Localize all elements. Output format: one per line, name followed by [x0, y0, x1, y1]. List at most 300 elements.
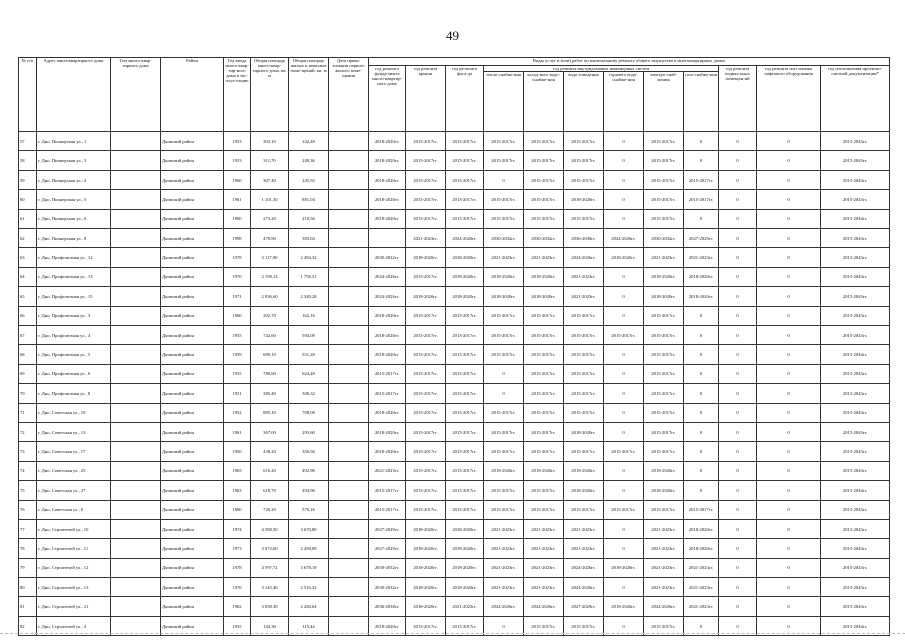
row-year: 1955 — [224, 326, 251, 345]
row-docs: 2015-2043гг. — [821, 326, 890, 345]
row-year: 1960 — [224, 306, 251, 325]
row-drain: 2021-2023гг. — [564, 519, 604, 538]
row-basement: 0 — [719, 267, 757, 286]
row-gas: 2021-2023гг. — [684, 597, 719, 616]
row-facade: 2015-2017гг. — [446, 132, 484, 151]
row-elevator: 0 — [757, 170, 821, 189]
row-area-total: 3 117,90 — [251, 248, 289, 267]
row-year: 1963 — [224, 481, 251, 500]
row-electric: 2015-2017гг. — [644, 209, 684, 228]
row-foundation: 2030-2032гг. — [369, 558, 406, 577]
row-roof: 2018-2020гг. — [406, 558, 446, 577]
row-heat: 2015-2017гг. — [484, 442, 524, 461]
row-privatization — [329, 248, 369, 267]
row-electric: 2015-2017гг. — [644, 306, 684, 325]
row-number: 79 — [19, 558, 37, 577]
row-area-living: 594,08 — [289, 326, 329, 345]
row-roof: 2018-2020гг. — [406, 597, 446, 616]
row-electric: 2021-2023гг. — [644, 248, 684, 267]
row-area-living: 218,56 — [289, 209, 329, 228]
row-gas: 2015-2017гг. — [684, 500, 719, 519]
row-year: 1950 — [224, 442, 251, 461]
table-row — [19, 248, 890, 267]
row-facade: 2018-2020гг. — [446, 558, 484, 577]
row-type — [111, 519, 161, 538]
row-hot-water: 2018-2020гг. — [604, 597, 644, 616]
row-type — [111, 539, 161, 558]
row-privatization — [329, 539, 369, 558]
row-basement: 0 — [719, 306, 757, 325]
row-address: г. Дно, Профсоюзная ул., 8 — [37, 384, 111, 403]
row-docs: 2015-2043гг. — [821, 481, 890, 500]
row-hot-water: 0 — [604, 190, 644, 209]
row-foundation: 2018-2020гг. — [369, 442, 406, 461]
row-heat: 2015-2017гг. — [484, 345, 524, 364]
row-elevator: 0 — [757, 442, 821, 461]
row-type — [111, 345, 161, 364]
row-electric: 2015-2017гг. — [644, 384, 684, 403]
row-docs: 2015-2043гг. — [821, 287, 890, 306]
row-basement: 0 — [719, 461, 757, 480]
row-heat: 2015-2017гг. — [484, 500, 524, 519]
table-row — [19, 558, 890, 577]
row-district: Дновский район — [161, 326, 224, 345]
row-type — [111, 442, 161, 461]
row-foundation: 2036-2038гг. — [369, 597, 406, 616]
row-gas: 2018-2020гг. — [684, 267, 719, 286]
row-district: Дновский район — [161, 132, 224, 151]
row-hot-water: 0 — [604, 364, 644, 383]
row-privatization — [329, 345, 369, 364]
row-drain: 2015-2017гг. — [564, 442, 604, 461]
row-hot-water: 0 — [604, 170, 644, 189]
row-area-total: 3 038,30 — [251, 597, 289, 616]
table-row — [19, 481, 890, 500]
row-type — [111, 267, 161, 286]
row-docs: 2015-2043гг. — [821, 616, 890, 635]
row-elevator: 0 — [757, 500, 821, 519]
row-district: Дновский район — [161, 616, 224, 635]
table-row — [19, 306, 890, 325]
row-basement: 0 — [719, 170, 757, 189]
row-docs: 2015-2043гг. — [821, 151, 890, 170]
row-docs: 2015-2043гг. — [821, 209, 890, 228]
row-privatization — [329, 422, 369, 441]
row-area-total: 618,70 — [251, 481, 289, 500]
row-drain: 2015-2017гг. — [564, 384, 604, 403]
row-number: 71 — [19, 403, 37, 422]
row-type — [111, 190, 161, 209]
row-number: 69 — [19, 364, 37, 383]
row-type — [111, 209, 161, 228]
col-address: Адрес многоквартирного дома — [37, 58, 111, 132]
row-facade: 2015-2017гг. — [446, 384, 484, 403]
row-elevator: 0 — [757, 597, 821, 616]
row-roof: 2015-2017гг. — [406, 500, 446, 519]
row-basement: 0 — [719, 519, 757, 538]
row-gas: 0 — [684, 345, 719, 364]
row-area-living: 308,32 — [289, 384, 329, 403]
row-basement: 0 — [719, 326, 757, 345]
row-district: Дновский район — [161, 345, 224, 364]
row-foundation: 2018-2020гг. — [369, 422, 406, 441]
row-docs: 2015-2043гг. — [821, 422, 890, 441]
col-electric: электро-снаб-жения — [644, 72, 684, 132]
row-area-total: 885,10 — [251, 403, 289, 422]
row-roof: 2015-2017гг. — [406, 170, 446, 189]
row-hot-water: 2015-2017гг. — [604, 326, 644, 345]
row-district: Дновский район — [161, 597, 224, 616]
row-number: 62 — [19, 229, 37, 248]
table-row — [19, 403, 890, 422]
row-year: 1961 — [224, 422, 251, 441]
row-electric: 2015-2017гг. — [644, 403, 684, 422]
row-year: 1978 — [224, 248, 251, 267]
row-cold-water: 2015-2017гг. — [524, 326, 564, 345]
row-privatization — [329, 229, 369, 248]
row-docs: 2015-2043гг. — [821, 461, 890, 480]
row-hot-water: 0 — [604, 461, 644, 480]
row-area-living: 1 758,51 — [289, 267, 329, 286]
row-electric: 2015-2017гг. — [644, 422, 684, 441]
table-row — [19, 461, 890, 480]
row-gas: 2018-2020гг. — [684, 519, 719, 538]
col-area-total: Общая площадь много-квар-тирного дома, кв. м — [251, 58, 289, 132]
row-docs: 2015-2043гг. — [821, 578, 890, 597]
row-year: 1951 — [224, 384, 251, 403]
row-number: 78 — [19, 539, 37, 558]
row-address: г. Дно, Профсоюзная ул., 4 — [37, 326, 111, 345]
row-cold-water: 2015-2017гг. — [524, 209, 564, 228]
table-row — [19, 209, 890, 228]
row-roof: 2015-2017гг. — [406, 481, 446, 500]
row-heat: 2015-2017гг. — [484, 209, 524, 228]
row-year: 1953 — [224, 151, 251, 170]
row-hot-water: 0 — [604, 151, 644, 170]
row-hot-water: 0 — [604, 384, 644, 403]
row-drain: 2015-2017гг. — [564, 500, 604, 519]
table-row — [19, 442, 890, 461]
row-roof: 2015-2017гг. — [406, 190, 446, 209]
row-basement: 0 — [719, 539, 757, 558]
col-systems-group: год ремонта внутридомовых инженерных систем — [484, 66, 719, 72]
row-hot-water: 0 — [604, 519, 644, 538]
row-elevator: 0 — [757, 306, 821, 325]
row-basement: 0 — [719, 442, 757, 461]
row-district: Дновский район — [161, 306, 224, 325]
row-number: 67 — [19, 326, 37, 345]
row-electric: 2021-2023гг. — [644, 578, 684, 597]
row-roof: 2018-2020гг. — [406, 287, 446, 306]
row-address: г. Дно, Профсоюзная ул., 5 — [37, 345, 111, 364]
row-hot-water: 0 — [604, 616, 644, 635]
row-hot-water: 2018-2020гг. — [604, 558, 644, 577]
row-type — [111, 403, 161, 422]
row-area-living: 2 430,64 — [289, 597, 329, 616]
row-area-living: 293,60 — [289, 422, 329, 441]
row-type — [111, 481, 161, 500]
row-privatization — [329, 519, 369, 538]
table-row — [19, 500, 890, 519]
row-electric: 2021-2023гг. — [644, 558, 684, 577]
row-docs: 2015-2043гг. — [821, 132, 890, 151]
row-docs: 2015-2043гг. — [821, 500, 890, 519]
row-type — [111, 132, 161, 151]
row-cold-water: 2018-2020гг. — [524, 461, 564, 480]
row-facade: 2015-2017гг. — [446, 345, 484, 364]
row-privatization — [329, 170, 369, 189]
row-district: Дновский район — [161, 539, 224, 558]
row-privatization — [329, 481, 369, 500]
row-electric: 2015-2017гг. — [644, 326, 684, 345]
table-row — [19, 519, 890, 538]
row-area-living: 492,96 — [289, 461, 329, 480]
row-cold-water: 2015-2017гг. — [524, 403, 564, 422]
row-drain: 2021-2023гг. — [564, 539, 604, 558]
row-facade: 2015-2017гг. — [446, 209, 484, 228]
row-cold-water: 2021-2023гг. — [524, 248, 564, 267]
col-type: Тип много-квар-тирного дома — [111, 58, 161, 132]
row-address: г. Дно, Строителей ул., 10 — [37, 519, 111, 538]
row-number: 74 — [19, 461, 37, 480]
row-elevator: 0 — [757, 519, 821, 538]
row-elevator: 0 — [757, 209, 821, 228]
row-hot-water: 2015-2017гг. — [604, 500, 644, 519]
col-foundation: год ремонта фунда-мента много-квартир-ного дома — [369, 66, 406, 132]
page-number: 49 — [446, 28, 459, 43]
row-gas: 0 — [684, 481, 719, 500]
col-year: Год ввода много-квар-тир-ного дома в экс-плуа-тацию — [224, 58, 251, 132]
row-facade: 2018-2020гг. — [446, 539, 484, 558]
row-heat: 0 — [484, 364, 524, 383]
row-district: Дновский район — [161, 364, 224, 383]
row-address: г. Дно, Строителей ул., 13 — [37, 578, 111, 597]
row-cold-water: 2021-2023гг. — [524, 558, 564, 577]
row-docs: 2015-2043гг. — [821, 597, 890, 616]
row-year: 1960 — [224, 170, 251, 189]
row-facade: 2015-2017гг. — [446, 403, 484, 422]
table-row — [19, 190, 890, 209]
row-foundation — [369, 229, 406, 248]
row-roof: 2015-2017гг. — [406, 616, 446, 635]
row-privatization — [329, 461, 369, 480]
row-area-living: 881,04 — [289, 190, 329, 209]
row-basement: 0 — [719, 481, 757, 500]
col-facade: год ре-монта фаса-да — [446, 66, 484, 132]
row-year: 1965 — [224, 461, 251, 480]
row-area-total: 311,70 — [251, 151, 289, 170]
row-cold-water: 2024-2026гг. — [524, 597, 564, 616]
row-district: Дновский район — [161, 287, 224, 306]
row-cold-water: 2015-2017гг. — [524, 364, 564, 383]
table-header — [19, 58, 890, 132]
table-body — [19, 132, 890, 636]
row-number: 75 — [19, 481, 37, 500]
row-address: г. Дно, Пионерская ул., 3 — [37, 151, 111, 170]
row-privatization — [329, 287, 369, 306]
row-facade: 2015-2017гг. — [446, 442, 484, 461]
row-heat: 2015-2017гг. — [484, 403, 524, 422]
row-number: 60 — [19, 190, 37, 209]
row-district: Дновский район — [161, 403, 224, 422]
row-basement: 0 — [719, 422, 757, 441]
row-district: Дновский район — [161, 481, 224, 500]
row-area-living: 3 678,18 — [289, 558, 329, 577]
row-privatization — [329, 190, 369, 209]
row-electric: 2015-2017гг. — [644, 364, 684, 383]
row-address: г. Дно, Строителей ул., 11 — [37, 539, 111, 558]
row-year: 1960 — [224, 500, 251, 519]
row-basement: 0 — [719, 287, 757, 306]
row-elevator: 0 — [757, 229, 821, 248]
row-area-living: 2 494,32 — [289, 248, 329, 267]
row-area-living: 2 458,08 — [289, 539, 329, 558]
row-area-total: 3 072,60 — [251, 539, 289, 558]
table-row — [19, 287, 890, 306]
row-district: Дновский район — [161, 209, 224, 228]
row-drain: 2018-2020гг. — [564, 461, 604, 480]
row-roof: 2021-2023гг. — [406, 229, 446, 248]
row-address: г. Дно, Советская ул., 6 — [37, 500, 111, 519]
row-elevator: 0 — [757, 461, 821, 480]
row-type — [111, 306, 161, 325]
row-year: 1955 — [224, 616, 251, 635]
row-gas: 0 — [684, 403, 719, 422]
row-foundation: 2015-2017гг. — [369, 481, 406, 500]
row-electric: 2030-2032гг. — [644, 229, 684, 248]
row-electric: 2015-2017гг. — [644, 345, 684, 364]
row-heat: 2018-2020гг. — [484, 287, 524, 306]
row-area-living: 350,56 — [289, 442, 329, 461]
row-docs: 2015-2043гг. — [821, 384, 890, 403]
row-facade: 2015-2017гг. — [446, 170, 484, 189]
row-foundation: 2024-2026гг. — [369, 287, 406, 306]
row-area-total: 1 101,30 — [251, 190, 289, 209]
table-row — [19, 229, 890, 248]
row-area-living: 551,28 — [289, 345, 329, 364]
row-heat: 2018-2020гг. — [484, 267, 524, 286]
row-gas: 0 — [684, 132, 719, 151]
row-heat: 2015-2017гг. — [484, 422, 524, 441]
table-row — [19, 578, 890, 597]
row-area-total: 616,20 — [251, 461, 289, 480]
row-docs: 2015-2043гг. — [821, 190, 890, 209]
row-gas: 2021-2023гг. — [684, 248, 719, 267]
row-basement: 0 — [719, 597, 757, 616]
row-hot-water: 0 — [604, 345, 644, 364]
row-facade: 2021-2023гг. — [446, 597, 484, 616]
row-address: г. Дно, Пионерская ул., 4 — [37, 170, 111, 189]
row-heat: 2015-2017гг. — [484, 326, 524, 345]
row-year: 1955 — [224, 364, 251, 383]
row-foundation: 2027-2029гг. — [369, 539, 406, 558]
row-gas: 2018-2020гг. — [684, 539, 719, 558]
row-cold-water: 2030-2032гг. — [524, 229, 564, 248]
row-electric: 2015-2017гг. — [644, 190, 684, 209]
row-cold-water: 2018-2020гг. — [524, 267, 564, 286]
row-privatization — [329, 209, 369, 228]
row-electric: 2018-2020гг. — [644, 481, 684, 500]
row-heat: 2015-2017гг. — [484, 132, 524, 151]
row-year: 1973 — [224, 539, 251, 558]
row-cold-water: 2015-2017гг. — [524, 306, 564, 325]
row-gas: 0 — [684, 151, 719, 170]
row-area-total: 2 936,60 — [251, 287, 289, 306]
row-drain: 2015-2017гг. — [564, 326, 604, 345]
row-district: Дновский район — [161, 151, 224, 170]
row-number: 64 — [19, 267, 37, 286]
table-row — [19, 384, 890, 403]
row-district: Дновский район — [161, 461, 224, 480]
col-basement: год ремонта подвал-ьных помещен-ий — [719, 66, 757, 132]
row-number: 77 — [19, 519, 37, 538]
row-docs: 2015-2043гг. — [821, 267, 890, 286]
row-gas: 2021-2023гг. — [684, 578, 719, 597]
row-hot-water: 0 — [604, 422, 644, 441]
row-area-total: 367,00 — [251, 422, 289, 441]
row-drain: 2024-2026гг. — [564, 558, 604, 577]
row-facade: 2018-2020гг. — [446, 287, 484, 306]
row-foundation: 2027-2029гг. — [369, 519, 406, 538]
row-number: 65 — [19, 287, 37, 306]
row-cold-water: 2015-2017гг. — [524, 422, 564, 441]
row-facade: 2015-2017гг. — [446, 422, 484, 441]
table-row — [19, 422, 890, 441]
row-area-living: 245,92 — [289, 170, 329, 189]
row-area-living: 242,48 — [289, 132, 329, 151]
row-docs: 2015-2043гг. — [821, 345, 890, 364]
row-heat: 2021-2023гг. — [484, 248, 524, 267]
row-basement: 0 — [719, 616, 757, 635]
row-address: г. Дно, Профсоюзная ул., 15 — [37, 287, 111, 306]
table-row — [19, 151, 890, 170]
row-drain: 2018-2020гг. — [564, 422, 604, 441]
row-number: 81 — [19, 597, 37, 616]
row-area-living: 708,08 — [289, 403, 329, 422]
row-privatization — [329, 151, 369, 170]
row-number: 80 — [19, 578, 37, 597]
row-number: 57 — [19, 132, 37, 151]
row-number: 66 — [19, 306, 37, 325]
row-district: Дновский район — [161, 442, 224, 461]
row-privatization — [329, 578, 369, 597]
row-area-total: 4 588,50 — [251, 519, 289, 538]
row-hot-water: 0 — [604, 267, 644, 286]
table-row — [19, 597, 890, 616]
row-cold-water: 2015-2017гг. — [524, 616, 564, 635]
row-drain: 2015-2017гг. — [564, 403, 604, 422]
row-electric: 2015-2017гг. — [644, 616, 684, 635]
row-district: Дновский район — [161, 190, 224, 209]
row-electric: 2015-2017гг. — [644, 151, 684, 170]
row-privatization — [329, 384, 369, 403]
row-facade: 2018-2020гг. — [446, 248, 484, 267]
row-address: г. Дно, Профсоюзная ул., 3 — [37, 306, 111, 325]
row-roof: 2015-2017гг. — [406, 442, 446, 461]
row-year: 1982 — [224, 597, 251, 616]
row-foundation: 2018-2020гг. — [369, 209, 406, 228]
row-heat: 2021-2023гг. — [484, 539, 524, 558]
row-basement: 0 — [719, 209, 757, 228]
col-drain: водо-отведения — [564, 72, 604, 132]
row-heat: 2015-2017гг. — [484, 190, 524, 209]
col-area-living: Общая площадь жилых и нежилых поме-щений, кв. м — [289, 58, 329, 132]
row-basement: 0 — [719, 345, 757, 364]
row-area-total: 438,20 — [251, 442, 289, 461]
row-address: г. Дно, Советская ул., 10 — [37, 403, 111, 422]
row-roof: 2015-2017гг. — [406, 151, 446, 170]
row-number: 76 — [19, 500, 37, 519]
